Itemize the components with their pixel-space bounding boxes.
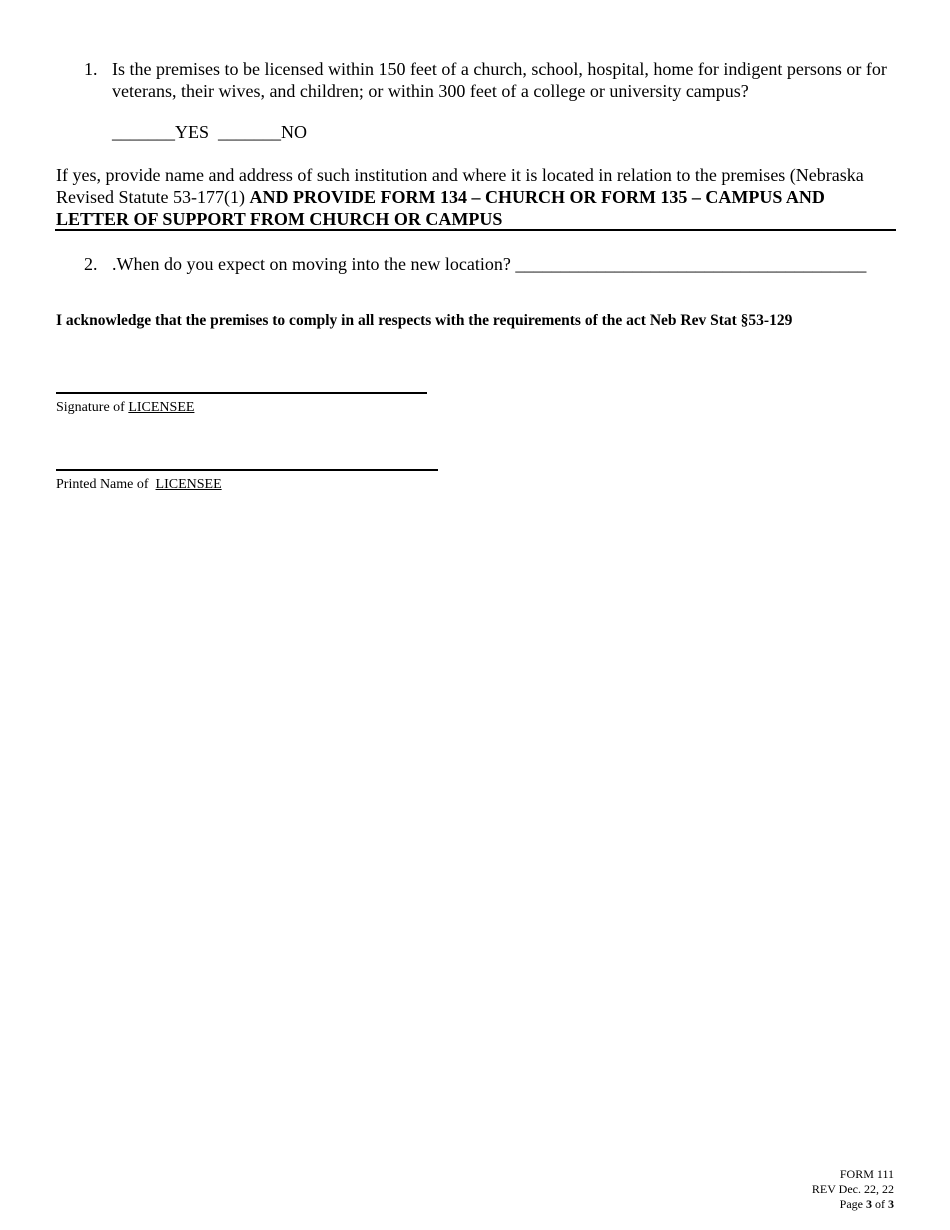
yes-blank[interactable]: _______ bbox=[112, 122, 175, 142]
if-yes-bold-text: AND PROVIDE FORM 134 – CHURCH OR FORM 135 – CAMPUS AND LETTER OF SUPPORT FROM CHURCH OR CAMPUS bbox=[56, 187, 825, 229]
signature-label-prefix: Signature of bbox=[56, 400, 129, 415]
no-label: NO bbox=[281, 122, 308, 142]
signature-line[interactable] bbox=[56, 392, 427, 394]
page-number: Page 3 of 3 bbox=[839, 1197, 894, 1211]
form-number: FORM 111 bbox=[839, 1167, 894, 1181]
page-current: 3 bbox=[866, 1197, 872, 1211]
acknowledgement-statement: I acknowledge that the premises to comply in all respects with the requirements of the act Neb Rev Stat §53-129 bbox=[56, 312, 793, 329]
printed-name-label-prefix: Printed Name of bbox=[56, 477, 156, 492]
question-text: Is the premises to be licensed within 150 feet of a church, school, hospital, home for indigent persons or for veterans, their wives, and children; or within 300 feet of a college or university campus? bbox=[112, 59, 887, 101]
if-yes-instructions bbox=[56, 164, 901, 230]
printed-name-label-role: LICENSEE bbox=[155, 477, 222, 492]
question-number: 1. bbox=[84, 59, 98, 79]
page-footer bbox=[812, 1167, 894, 1212]
revision-date: REV Dec. 22, 22 bbox=[811, 1182, 894, 1196]
signature-label-role: LICENSEE bbox=[128, 400, 195, 415]
question-number: 2. bbox=[84, 254, 98, 274]
section-divider bbox=[55, 229, 896, 231]
printed-name-label bbox=[56, 477, 222, 493]
page-total: 3 bbox=[888, 1197, 894, 1211]
if-yes-text: If yes, provide name and address of such institution and where it is located in relation to the premises (Nebraska Revised Statute 53-177(1) bbox=[56, 165, 864, 207]
yes-no-options bbox=[112, 121, 307, 143]
signature-label bbox=[56, 400, 194, 416]
no-blank[interactable]: _______ bbox=[218, 122, 282, 142]
question-text[interactable]: .When do you expect on moving into the new location? _______________________________________ bbox=[112, 254, 867, 274]
printed-name-line[interactable] bbox=[56, 469, 438, 471]
yes-label: YES bbox=[175, 122, 210, 142]
